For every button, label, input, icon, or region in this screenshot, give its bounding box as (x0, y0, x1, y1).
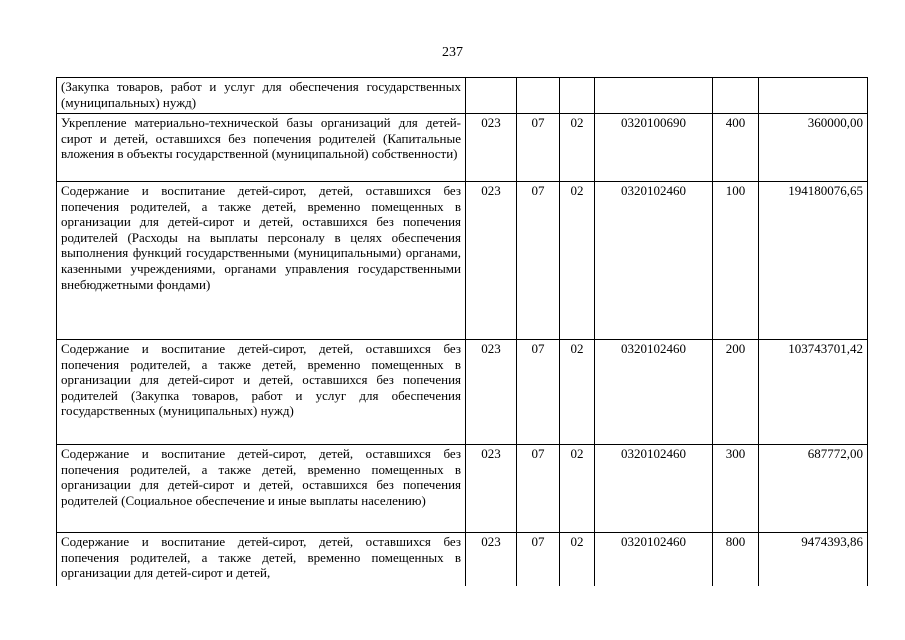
expense-type-cell: 200 (713, 340, 759, 445)
target-article-cell: 0320102460 (595, 182, 713, 340)
amount-cell: 687772,00 (759, 445, 868, 533)
subsection-code-cell: 02 (560, 533, 595, 586)
row-description-cell (57, 182, 466, 340)
budget-table (56, 77, 868, 586)
section-code-cell: 07 (517, 340, 560, 445)
row-description-cell (57, 78, 466, 114)
row-description: Содержание и воспитание детей-сирот, детей, оставшихся без попечения родителей, а также детей, временно помещенных в организации для детей-сирот и детей, оставшихся без попечения родителей (Социальное обеспечение и иные выплаты населению) (61, 446, 461, 508)
target-article-cell: 0320100690 (595, 114, 713, 182)
amount-cell: 103743701,42 (759, 340, 868, 445)
table-row (57, 182, 868, 340)
expense-type-cell: 300 (713, 445, 759, 533)
ministry-code-cell: 023 (466, 114, 517, 182)
row-description: (Закупка товаров, работ и услуг для обеспечения государственных (муниципальных) нужд) (61, 79, 461, 110)
ministry-code-cell: 023 (466, 445, 517, 533)
amount-cell: 194180076,65 (759, 182, 868, 340)
ministry-code-cell: 023 (466, 533, 517, 586)
expense-type-cell: 400 (713, 114, 759, 182)
section-code-cell (517, 78, 560, 114)
subsection-code-cell: 02 (560, 182, 595, 340)
expense-type-cell (713, 78, 759, 114)
expense-type-cell: 800 (713, 533, 759, 586)
row-description-cell (57, 340, 466, 445)
amount-cell (759, 78, 868, 114)
ministry-code-cell: 023 (466, 340, 517, 445)
row-description-cell (57, 114, 466, 182)
subsection-code-cell: 02 (560, 114, 595, 182)
target-article-cell: 0320102460 (595, 533, 713, 586)
row-description: Содержание и воспитание детей-сирот, детей, оставшихся без попечения родителей, а также детей, временно помещенных в организации для детей-сирот и детей, (61, 534, 461, 581)
target-article-cell: 0320102460 (595, 445, 713, 533)
row-description-cell (57, 533, 466, 586)
ministry-code-cell (466, 78, 517, 114)
subsection-code-cell (560, 78, 595, 114)
row-description: Содержание и воспитание детей-сирот, детей, оставшихся без попечения родителей, а также детей, временно помещенных в организации для детей-сирот и детей, оставшихся без попечения родителей (Расходы на выплаты персоналу в целях обеспечения выполнения функций государственными (муниципальными) органами, казенными учреждениями, органами управления государственными внебюджетными фондами) (61, 183, 461, 292)
target-article-cell (595, 78, 713, 114)
row-description: Укрепление материально-технической базы организаций для детей-сирот и детей, оставшихся без попечения родителей (Капитальные вложения в объекты государственной (муниципальной) собственности) (61, 115, 461, 162)
page-number: 237 (442, 45, 463, 60)
section-code-cell: 07 (517, 114, 560, 182)
table-row (57, 78, 868, 114)
expense-type-cell: 100 (713, 182, 759, 340)
table-row (57, 340, 868, 445)
row-description: Содержание и воспитание детей-сирот, детей, оставшихся без попечения родителей, а также детей, временно помещенных в организации для детей-сирот и детей, оставшихся без попечения родителей (Закупка товаров, работ и услуг для обеспечения государственных (муниципальных) нужд) (61, 341, 461, 419)
amount-cell: 9474393,86 (759, 533, 868, 586)
section-code-cell: 07 (517, 533, 560, 586)
subsection-code-cell: 02 (560, 445, 595, 533)
section-code-cell: 07 (517, 445, 560, 533)
table-row (57, 533, 868, 586)
ministry-code-cell: 023 (466, 182, 517, 340)
target-article-cell: 0320102460 (595, 340, 713, 445)
amount-cell: 360000,00 (759, 114, 868, 182)
subsection-code-cell: 02 (560, 340, 595, 445)
table-row (57, 445, 868, 533)
row-description-cell (57, 445, 466, 533)
table-row (57, 114, 868, 182)
section-code-cell: 07 (517, 182, 560, 340)
